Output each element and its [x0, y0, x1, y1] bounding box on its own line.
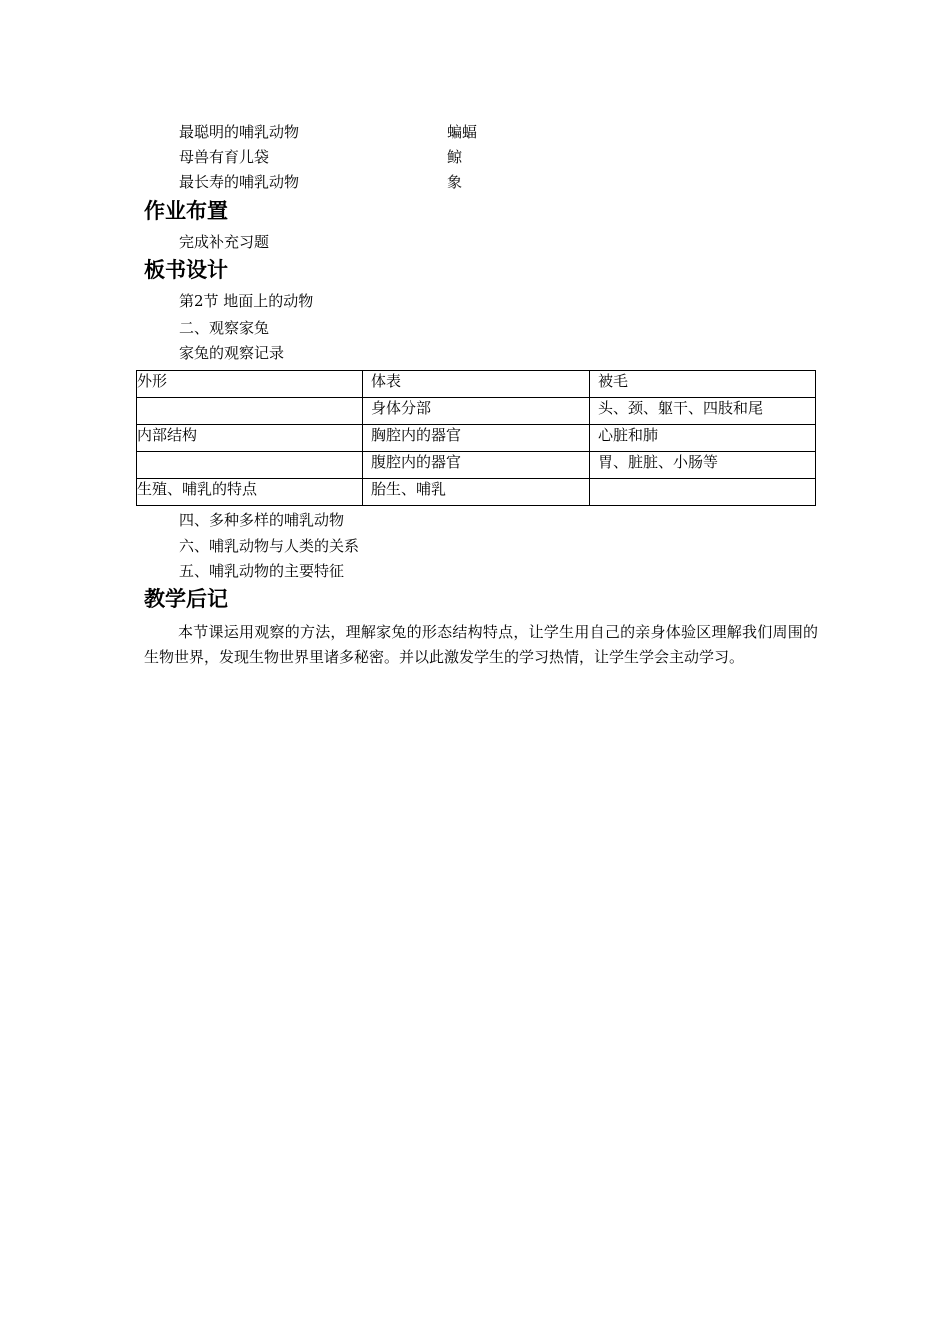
homework-heading: 作业布置 — [144, 199, 228, 223]
table-cell: 生殖、哺乳的特点 — [137, 479, 363, 506]
reflection-heading: 教学后记 — [144, 587, 228, 611]
board-line: 六、哺乳动物与人类的关系 — [179, 537, 360, 555]
table-row — [137, 398, 816, 425]
table-cell: 胸腔内的器官 — [363, 425, 590, 452]
board-heading: 板书设计 — [144, 258, 228, 282]
board-line: 二、观察家兔 — [179, 319, 270, 337]
table-row — [137, 425, 816, 452]
table-cell: 体表 — [363, 371, 590, 398]
table-row — [137, 452, 816, 479]
table-cell — [137, 452, 363, 479]
pair-row — [179, 172, 463, 192]
table-cell: 心脏和肺 — [590, 425, 816, 452]
table-cell: 胎生、哺乳 — [363, 479, 590, 506]
pair-row — [179, 122, 478, 142]
board-line: 第2节 地面上的动物 — [179, 292, 314, 310]
pair-right: 蝙蝠 — [447, 123, 478, 141]
board-line: 家兔的观察记录 — [179, 344, 285, 362]
pair-right: 象 — [447, 173, 463, 191]
table-cell — [590, 479, 816, 506]
table-row — [137, 371, 816, 398]
homework-text: 完成补充习题 — [179, 233, 270, 251]
board-line: 五、哺乳动物的主要特征 — [179, 562, 345, 580]
table-cell: 外形 — [137, 371, 363, 398]
table-cell: 内部结构 — [137, 425, 363, 452]
reflection-paragraph: 本节课运用观察的方法，理解家兔的形态结构特点，让学生用自己的亲身体验区理解我们周围的生物世界，发现生物世界里诸多秘密。并以此激发学生的学习热情，让学生学会主动学习。 — [144, 623, 818, 666]
pair-row — [179, 147, 463, 167]
table-cell: 胃、脏脏、小肠等 — [590, 452, 816, 479]
pair-left: 最聪明的哺乳动物 — [179, 123, 300, 141]
table-cell — [137, 398, 363, 425]
table-cell: 身体分部 — [363, 398, 590, 425]
pair-right: 鲸 — [447, 148, 463, 166]
pair-left: 母兽有育儿袋 — [179, 148, 270, 166]
table-row — [137, 479, 816, 506]
pair-left: 最长寿的哺乳动物 — [179, 173, 300, 191]
table-cell: 被毛 — [590, 371, 816, 398]
board-line: 四、多种多样的哺乳动物 — [179, 511, 345, 529]
table-cell: 头、颈、躯干、四肢和尾 — [590, 398, 816, 425]
table-cell: 腹腔内的器官 — [363, 452, 590, 479]
observation-table — [136, 370, 816, 506]
